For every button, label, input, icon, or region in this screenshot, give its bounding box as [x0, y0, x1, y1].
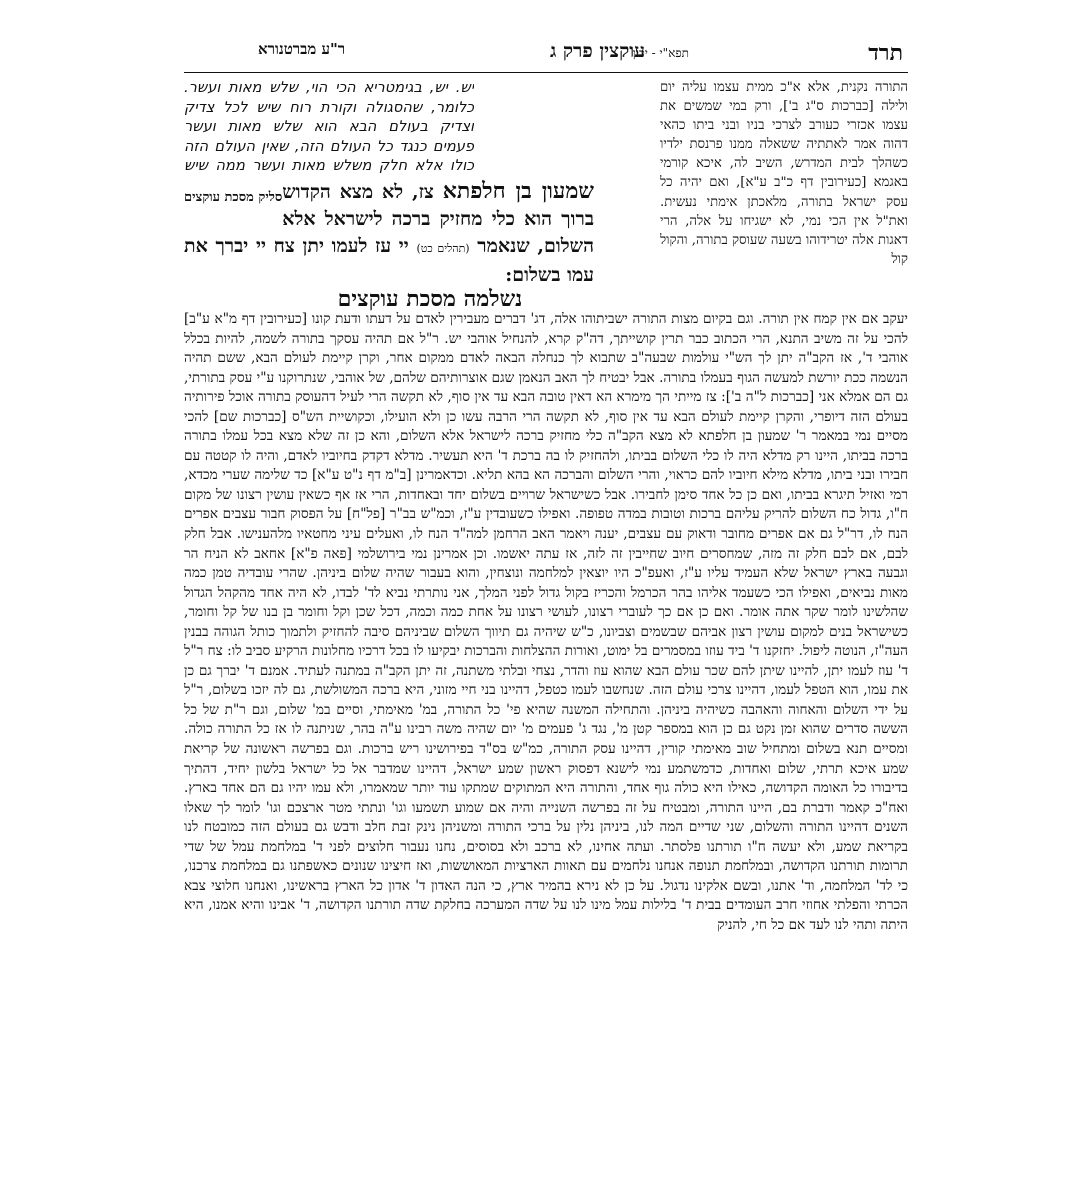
parallel-commentary-label: תפא"י - יכין	[632, 46, 689, 60]
right-column-text: התורה נקנית, אלא א"כ ממית עצמו עליה יום ולילה [כברכות ס"ג ב'], ורק במי שמשים את עצמו אכזרי כעורב לצרכי בניו ובני ביתו כהאי דהוה אמר לאתתיה ששאלה ממנו פרנסת ילדיו כשהלך לבית המדרש, השיב לה, איכא קורמי באגמא [כעירובין דף כ"ב ע"א], ואם יהיה כל עסק ישראל בתורה, מלאכתן אימתי נעשית. ואת"ל אין הכי נמי, לא ישגיחו על אלה, הרי דאגות אלה יטרידוהו בשעה שעוסק בתורה, והקול קול	[660, 80, 908, 267]
tractate-conclusion: נשלמה מסכת עוקצים	[337, 286, 523, 312]
main-commentary	[184, 310, 908, 1180]
header-rule	[184, 72, 908, 73]
mishnah-lead-word: שמעון בן חלפתא	[442, 178, 594, 204]
tractate-chapter-title: עוקצין פרק ג	[550, 40, 645, 62]
mishnah-text: צז, לא מצא הקדוש ברוך הוא כלי מחזיק ברכה לישראל אלא השלום, שנאמר	[282, 181, 594, 257]
bartenura-text: יש. יש, בגימטריא הכי הוי, שלש מאות ועשר. כלומר, שהסגולה וקורת רוח שיש לכל צדיק וצדיק בעולם הבא הוא שלש מאות ועשר פעמים כנגד כל העולם הזה, שאין העולם הזה כולו אלא חלק משלש מאות ועשר ממה שיש	[184, 79, 474, 174]
right-commentary-column	[660, 78, 908, 308]
verse-reference: (תהלים כט)	[416, 242, 470, 255]
bartenura-block	[184, 78, 474, 176]
siyum-label: סליק מסכת עוקצים	[184, 190, 283, 205]
page-number: תרד	[868, 40, 903, 66]
mishnah-verse: יי עז לעמו יתן צח יי יברך את עמו בשלום:	[184, 235, 594, 286]
commentary-text: יעקב אם אין קמח אין תורה. וגם בקיום מצות התורה ישביתוהו אלה, דג' דברים מעבירין לאדם על דעתו ודעת קונו [כעירובין דף מ"א ע"ב] להכי על זה משיב התנא, הרי הכתוב כבר תרין קושייתך, דה"ק קרא, להנחיל אוהבי יש. ר"ל אם תהיה עסקך בתורה לשמה, להיות בכלל אוהבי ד', אז הקב"ה יתן לך הש"י עולמות שבעה"ב שתבוא לך כנחלה הבאה לאדם ממקום אחר, וקרן קיימת לעולם הבא, ששם תהיה הנשמה ככת יורשת למעשה הגוף בעמלו בתורה. אבל יבטיח לך האב הנאמן שגם אוצרותיהם שלהם, של אוהבי, שנתרוקנו ע"י עסק בתורתי, גם הם אמלא אני [כברכות ל"ה ב']: צז מייתי הך מימרא הא דאין טובה הבא עד אין סוף, לא תקשה הרי לעיל דהעוסק בתורה אוכל פירותיה בעולם הזה דיופרי, והקרן קיימת לעולם הבא עד אין סוף, לא תקשה הרי הרבה עשו כן ולא הועילו, וכקושיית הש"ס [כברכות שם] להכי מסיים נמי במאמר ר' שמעון בן חלפתא לא מצא הקב"ה כלי מחזיק ברכה לישראל אלא השלום, והא כן זה שלא מצא בכל עמלו בתורה ברכה בביתו, היינו רק מדלא היה לו כלי השלום בביתו, ולהחזיק לו בה ברכת ד' היא תעשיר. מדלא דקדק בחיוביו לאדם, והיה לו קטטה עם חבירו ובני ביתו, מדלא מילא חיוביו להם כראוי, והרי השלום והברכה הא בהא תליא. וכדאמרינן [ב"מ דף נ"ט ע"א] כד שלימה שערי מכדא, רמי ואזיל תיגרא בביתו, ואם כן כל אחד סימן לחבירו. אבל כשישראל שרויים בשלום יחד ובאחדות, הרי אז אף כשאין עושין רצונו של מקום ח"ו, גדול כח השלום להריק עליהם ברכות וטובות במדה טפופה. ואפילו כשעובדין ע"ז, וכמ"ש בב"ר [פל"ח] על הפסוק חבור עצבים אפרים הנח לו, דר"ל גם אם אפרים מחובר ודאוק עם עצבים, יענה ויאמר האב הרחמן למה"ד הנח לו, ואעלים עיני מחטאיו מלהענישו. אבל חלק לבם, אם לבם חלק זה מזה, שמחסרים חיוב שחייבין זה לזה, אז עתה יאשמו. וכן אמרינן נמי בירושלמי [פאה פ"א] אחאב לא הניח הר וגבעה בארץ ישראל שלא העמיד עליו ע"ז, ואעפ"כ היו יוצאין למלחמה ונוצחין, והוא בעבור שהיה שלום ביניהן. שהרי עובדיה טמן כמה מאות נביאים, ואפילו הכי כשעמד אליהו בהר הכרמל והכריז בקול גדול לפני המלך, אני נותרתי נביא לד' לבדו, לא היה אחד מהקהל הגדול שהלשינו לומר שקר אתה אומר. ואם כן אם כך לעוברי רצונו, לעושי רצונו על אחת כמה וכמה, דכל שכן וקל וחומר בן בנו של קל וחומר, כשישראל בנים למקום עושין רצון אביהם שבשמים וצביונו, כ"ש שיהיה גם תיווך השלום שביניהם סיבה להחזיק ולתמוך כותל הגוהה בבנין העה"ז, הנוטה ליפול. יחזקנו ד' ביד עוזו במסמרים בל ימוט, ואורות ההצלחות והברכות יבקיעו לו בכל דרכיו מחלונות הרקיע סביב לו: צח ר"ל ד' עוז לעמו יתן, להיינו שיתן להם שכר עולם הבא שהוא עוז והדר, נצחי ובלתי משתנה, זה יתן הקב"ה במתנה לעתיד. אמנם ד' יברך גם כן את עמו, הוא הטפל לעמו, דהיינו צרכי עולם הזה. שנחשבו לעמו כטפל, דהיינו בני חיי מזוני, היא ברכה המשולשת, גם לה יזכו בשלום, ר"ל על ידי השלום והאחוה והאהבה כשיהיה ביניהן. והתחילה המשנה שהיא פי' כל התורה, במ' מאימתי, וסיים במ' שלום, וגם ר"ת של כל הששה סדרים שהוא זמן נקט גם כן הוא במספר קטן מ', נגד ג' פעמים מ' יום שהיה משה רבינו ע"ה בהר, שניתנה לו אז כל התורה כולה. ומסיים תנא בשלום ומתחיל שוב מאימתי קורין, דהיינו עסק התורה, כמ"ש בס"ד בפירושינו ריש ברכות. וגם בפרשה ראשונה של קריאת שמע איכא תרתי, שלום ואחדות, כדמשתמע נמי לישנא דפסוק ראשון שמע ישראל, דהיינו שמדבר אל כל ישראל בלשון יחיד, דהתיך בדיבורו כל האומה הקדושה, כאילו היא כולה גוף אחד, והתורה היא המתוקים שמתקו עוד יותר שמאמרו, ולא עמו יהיו גם הם אחד בארץ. ואח"כ קאמר ודברת בם, היינו התורה, ומבטיח על זה בפרשה השנייה והיה אם שמוע תשמעו וגו' ונתתי מטר ארצכם וגו' לומר לך שאלו השנים דהיינו התורה והשלום, שני שדיים המה לנו, ביניהן נלין על ברכי התורה ומשניהן נינק זבת חלב ודבש גם בעולם הזה כמובטח לנו בקריאת שמע, ולא יעשה ח"ו תורתנו פלסתר. ועתה אחינו, לא ברכב ולא בסוסים, נחנו נעבור חלוצים לפני ד' במלחמת עמל של שדי תרומות תורתנו הקדושה, ובמלחמת תנופה אנחנו נלחמים עם תאוות הארציות המאוששות, ואז חיצינו שנונים כאשפתנו גם במלחמת צרכנו, כי לד' המלחמה, וד' אתנו, ובשם אלקינו נדגול. על כן לא נירא בהמיר ארץ, כי הנה האדון ד' אדון כל הארץ בראשינו, ואנחנו חלוצי צבא הכרתי והפלתי אחוזי חרב העומדים בבית ד' בלילות עמל מינו לנו על שדה המערכה בחלקת שדה תורתנו הקדושה, ד' אבינו והיא אמנו, היא היתה ותהי לנו לעד אם כל חי, להניק	[184, 311, 908, 933]
commentary-title: ר"ע מברטנורא	[258, 40, 346, 58]
